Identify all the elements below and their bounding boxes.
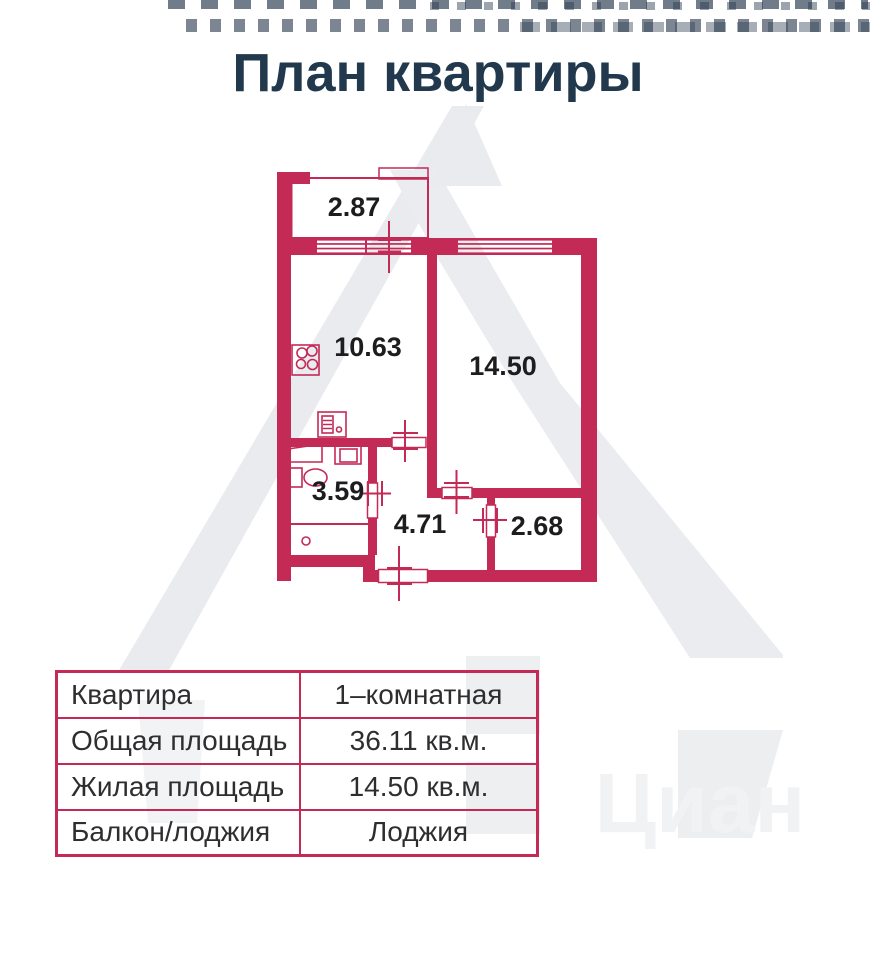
row-label-total-area: Общая площадь [57, 718, 301, 764]
apartment-info-table [55, 670, 539, 857]
top-noise-artifact [520, 22, 870, 32]
row-value-balcony: Лоджия [300, 810, 538, 856]
bathroom-area-label: 3.59 [311, 476, 365, 506]
page-title: План квартиры [232, 43, 644, 103]
living-room-area-label: 14.50 [469, 351, 537, 381]
bathtub-icon [291, 524, 368, 545]
loggia-area-label: 2.87 [327, 192, 381, 222]
table-row [57, 764, 538, 810]
row-label-living-area: Жилая площадь [57, 764, 301, 810]
entrance-door [379, 570, 428, 583]
water-heater-icon [318, 412, 346, 437]
row-value-living-area: 14.50 кв.м. [300, 764, 538, 810]
kitchen-door [392, 438, 426, 448]
hallway-area-label: 4.71 [393, 509, 447, 539]
row-label-apartment: Квартира [57, 672, 301, 718]
watermark-text: Циан [594, 756, 806, 850]
row-label-balcony: Балкон/лоджия [57, 810, 301, 856]
table-row [57, 718, 538, 764]
table-row [57, 810, 538, 856]
table-row [57, 672, 538, 718]
storage-area-label: 2.68 [510, 511, 564, 541]
row-value-total-area: 36.11 кв.м. [300, 718, 538, 764]
kitchen-area-label: 10.63 [334, 332, 402, 362]
top-noise-artifact [430, 2, 870, 10]
row-value-apartment: 1–комнатная [300, 672, 538, 718]
